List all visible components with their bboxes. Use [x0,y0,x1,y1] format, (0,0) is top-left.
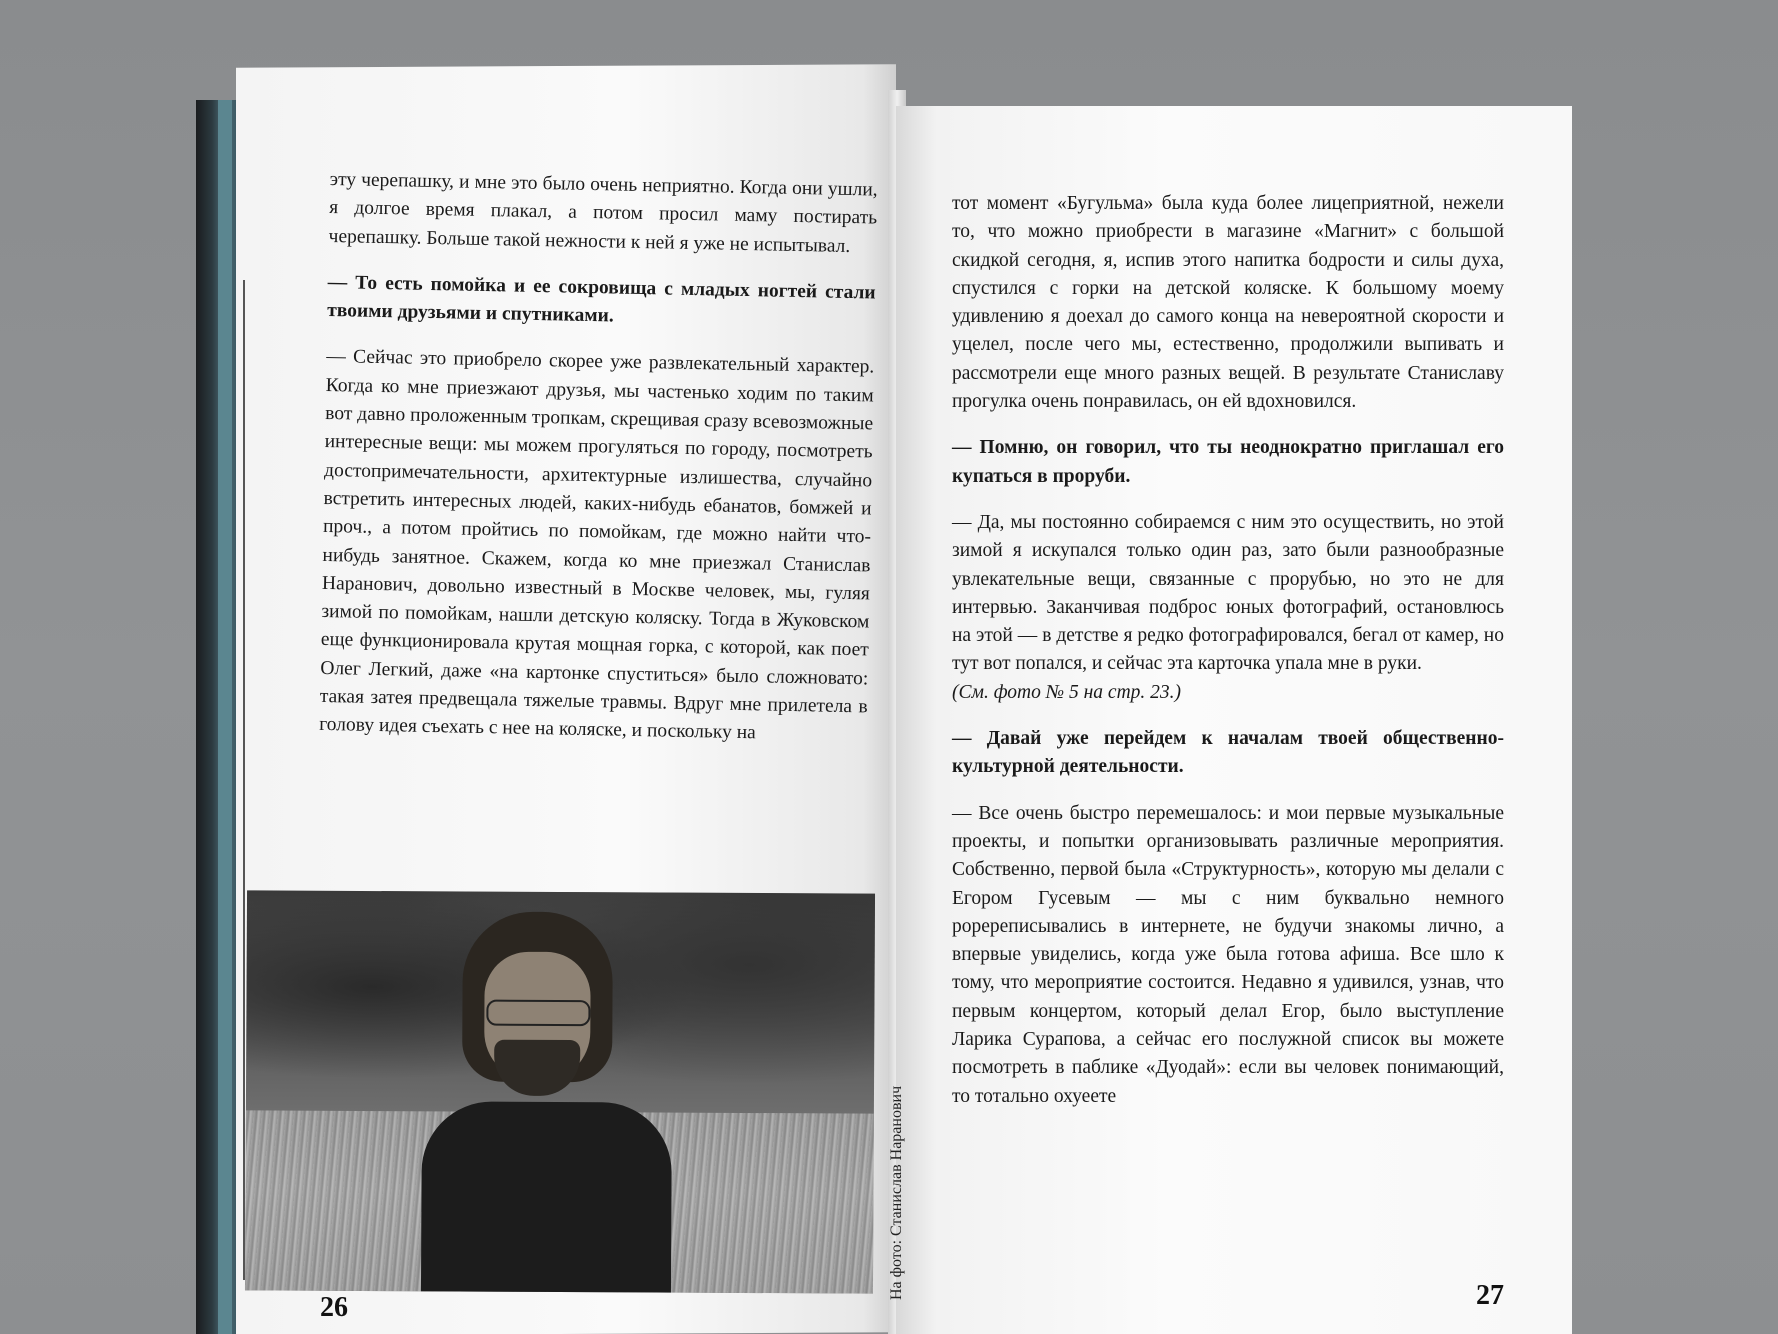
book-cover-edge [196,100,236,1334]
right-page-text [952,190,1504,1129]
right-question-1: — Помню, он говорил, что ты неоднократно приглашал его купаться в проруби. [952,437,1504,487]
photo-reference-note: (См. фото № 5 на стр. 23.) [952,681,1182,703]
right-paragraph-1: тот момент «Бугульма» была куда более лицеприятной, нежели то, что можно приобрести в магазине «Магнит» с большой скидкой сегодня, я, испив этого напитка бодрости и силы духа, спустился с горки на детской коляске. К большому моему удивлению я доехал до самого конца на невероятной скорости и уцелел, после чего мы, естественно, продолжили выпивать и рассмотрели еще много разных вещей. В результате Станиславу прогулка очень понравилась, он ей вдохновился. [952,193,1504,413]
person-body [421,1101,672,1293]
photo-caption: На фото: Станислав Наранович [888,1085,905,1300]
right-paragraph-2 [952,509,1504,707]
page-number-right: 27 [1476,1280,1504,1311]
photo-person [421,911,673,1292]
right-question-2: — Давай уже перейдем к началам твоей общественно-культурной деятельности. [952,728,1504,778]
left-paragraph-1: эту черепашку, и мне это было очень неприятно. Когда они ушли, я долгое время плакал, а потом просил маму постирать черепашку. Больше такой нежности к ней я уже не испытывал. [328,168,878,257]
portrait-photo [245,890,875,1293]
page-number-left: 26 [320,1292,348,1323]
page-edge-rule [243,280,245,1280]
right-paragraph-3: — Все очень быстро перемешалось: и мои первые музыкальные проекты, и попытки организовывать различные мероприятия. Собственно, первой была «Структурность», которую мы делали с Егором Гусевым — мы с ним буквально немного popереписывались в интернете, не будучи знакомы лично, а впервые увиделись, когда уже была готова афиша. Все шло к тому, что мероприятие состоится. Недавно я удивился, узнав, что первым концертом, который делал Егор, было выступление Ларика Сурапова, а сейчас его послужной список вы можете посмотреть в паблике «Дуодай»: если вы человек понимающий, то тотально охуеете [952,802,1504,1107]
left-page-text [319,166,878,768]
right-paragraph-2-text: — Да, мы постоянно собираемся с ним это осуществить, но этой зимой я искупался только один раз, зато были разнообразные увлекательные вещи, связанные с прорубью, но это не для интервью. Заканчивая подброс юных фотографий, остановлюсь на этой — в детстве я редко фотографировался, бегал от камер, но тут вот попался, и сейчас эта карточка упала мне в руки. [952,511,1504,675]
left-question-1: — То есть помойка и ее сокровища с младых ногтей стали твоими друзьями и спутниками. [327,271,876,327]
cover-stripe [218,100,232,1334]
person-beard [494,1040,580,1096]
person-glasses [486,1000,590,1027]
left-paragraph-2: — Сейчас это приобрело скорее уже развлекательный характер. Когда ко мне приезжают друзья, мы частенько ходим по таким вот давно проложенным тропкам, скрещивая сразу всевозможные интересные вещи: мы можем прогуляться по городу, посмотреть достопримечательности, архитектурные излишества, случайно встретить интересных людей, каких-нибудь ебанатов, бомжей и проч., а потом пройтись по помойкам, где можно найти что-нибудь занятное. Скажем, когда ко мне приезжал Станислав Наранович, довольно известный в Москве человек, мы, гуляя зимой по помойкам, нашли детскую коляску. Тогда в Жуковском еще функционировала крутая мощная горка, с которой, как поет Олег Легкий, даже «на картонке спуститься» было сложновато: такая затея предвещала тяжелые травмы. Вдруг мне прилетела в голову идея съехать с нее на коляске, и поскольку на [319,346,875,744]
